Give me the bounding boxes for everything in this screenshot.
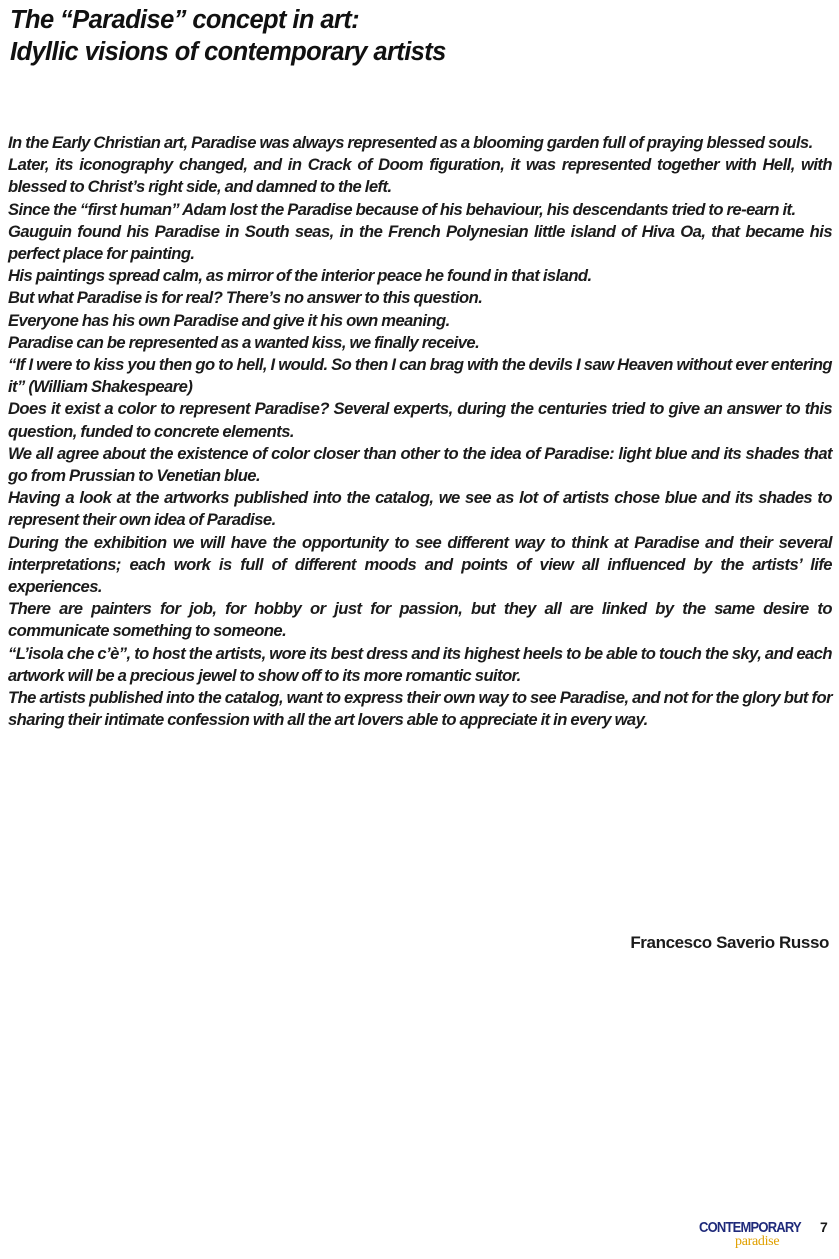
paragraph: His paintings spread calm, as mirror of the interior peace he found in that island. <box>8 266 592 286</box>
title-line-1: The “Paradise” concept in art: <box>10 6 360 34</box>
paragraph: “L’isola che c’è”, to host the artists, wore its best dress and its highest heels to be able to touch the sky, and each artwork will be a precious jewel to show off to its more romantic suitor. <box>8 643 832 685</box>
paragraph: The artists published into the catalog, want to express their own way to see Paradise, and not for the glory but for sharing their intimate confession with all the art lovers able to appreciate it in every way. <box>8 688 832 730</box>
paragraph: Having a look at the artworks published into the catalog, we see as lot of artists chose blue and its shades to represent their own idea of Paradise. <box>8 488 832 530</box>
logo-wordmark-top: CONTEMPORARY <box>699 1218 801 1236</box>
paragraph: Since the “first human” Adam lost the Paradise because of his behaviour, his descendants tried to re-earn it. <box>8 199 796 219</box>
paragraph: But what Paradise is for real? There’s no answer to this question. <box>8 288 483 308</box>
author-signature: Francesco Saverio Russo <box>630 933 829 952</box>
title-line-2: Idyllic visions of contemporary artists <box>10 38 446 66</box>
paragraph: Gauguin found his Paradise in South seas, in the French Polynesian little island of Hiva Oa, that became his perfect place for painting. <box>8 221 832 264</box>
paragraph: Later, its iconography changed, and in Crack of Doom figuration, it was represented together with Hell, with blessed to Christ’s right side, and damned to the left. <box>8 155 832 197</box>
page-title <box>10 4 830 68</box>
paragraph: Everyone has his own Paradise and give it his own meaning. <box>8 310 450 330</box>
paragraph: Does it exist a color to represent Paradise? Several experts, during the centuries tried to give an answer to this question, funded to concrete elements. <box>8 399 832 441</box>
paragraph: During the exhibition we will have the opportunity to see different way to think at Paradise and their several interpretations; each work is full of different moods and points of view all influenced by the artists’ life experiences. <box>8 532 832 597</box>
contemporary-paradise-logo <box>699 1218 799 1254</box>
paragraph: In the Early Christian art, Paradise was always represented as a blooming garden full of praying blessed souls. <box>8 133 813 152</box>
paragraph: There are painters for job, for hobby or just for passion, but they all are linked by the same desire to communicate something to someone. <box>8 599 832 641</box>
paragraph: “If I were to kiss you then go to hell, I would. So then I can brag with the devils I saw Heaven without ever entering it” (William Shakespeare) <box>8 355 832 397</box>
paragraph: We all agree about the existence of color closer than other to the idea of Paradise: light blue and its shades that go from Prussian to Venetian blue. <box>8 443 832 486</box>
page-number: 7 <box>820 1219 828 1235</box>
paragraph: Paradise can be represented as a wanted kiss, we finally receive. <box>8 332 480 352</box>
article-body <box>8 132 832 731</box>
logo-wordmark-bottom: paradise <box>735 1234 780 1249</box>
